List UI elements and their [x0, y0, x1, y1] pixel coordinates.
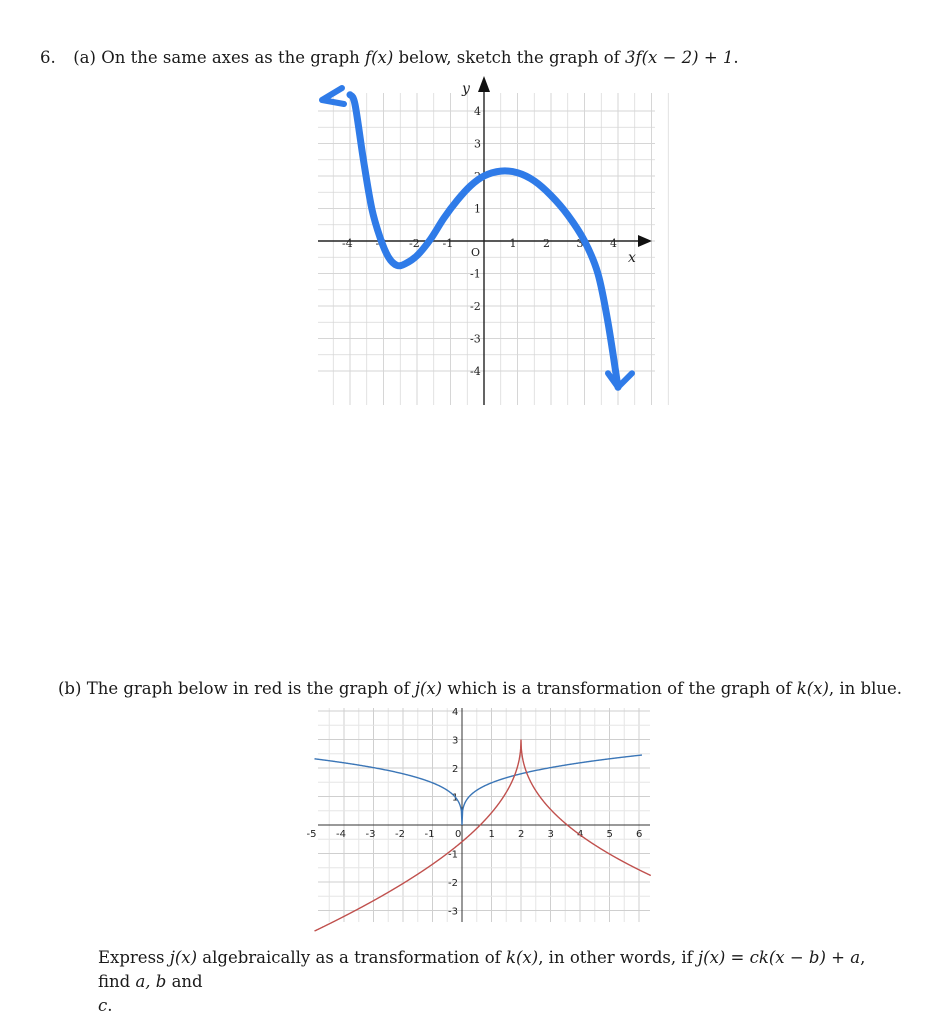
- express-text-6: .: [107, 996, 113, 1015]
- part-a-text-before: On the same axes as the graph: [101, 48, 366, 67]
- x-tick-label: -4: [336, 829, 346, 840]
- x-tick-label: 6: [636, 829, 643, 840]
- x-tick-label: -3: [375, 237, 387, 250]
- y-tick-label: -1: [470, 267, 481, 281]
- y-tick-label: 3: [452, 735, 459, 747]
- f-expression: f(x): [365, 48, 394, 67]
- x-tick-label: 2: [518, 829, 525, 840]
- y-tick-label: 3: [474, 137, 481, 151]
- part-b-label: (b): [58, 679, 82, 698]
- x-tick-label: -2: [409, 237, 420, 250]
- y-tick-label: -3: [470, 332, 481, 346]
- k-expression: k(x): [796, 679, 829, 698]
- express-instruction: [98, 946, 888, 1018]
- part-a-label: (a): [73, 48, 96, 67]
- graph-b-axes: [318, 708, 650, 922]
- y-tick-label: 1: [474, 202, 481, 216]
- x-tick-label: 3: [576, 237, 584, 250]
- x-tick-label: 4: [577, 829, 584, 840]
- question-number: 6.: [40, 48, 56, 67]
- express-text-3: , in other words, if: [538, 948, 699, 967]
- express-text-5: and: [166, 972, 203, 991]
- x-tick-label: 1: [509, 237, 517, 250]
- graph-a-axes: [318, 76, 652, 405]
- transform-expression: 3f(x − 2) + 1: [625, 48, 734, 67]
- y-tick-label: 4: [474, 105, 481, 118]
- x-tick-label: -3: [365, 829, 376, 840]
- graph-a-tick-labels: [342, 81, 636, 378]
- x-tick-label: 4: [610, 237, 617, 250]
- k-curve-blue: [315, 755, 642, 825]
- y-tick-label: 4: [452, 707, 459, 718]
- graph-b-grid: [318, 708, 650, 922]
- y-tick-label: 2: [452, 764, 459, 775]
- express-text-1: Express: [98, 948, 170, 967]
- part-b-text-1: The graph below in red is the graph of: [86, 679, 415, 698]
- x-tick-label: 5: [606, 829, 613, 840]
- question-6-part-b: [58, 679, 902, 698]
- y-tick-label: -4: [470, 365, 481, 378]
- x-tick-label: -4: [342, 237, 353, 250]
- y-tick-label: -2: [470, 300, 481, 313]
- y-tick-label: 1: [452, 792, 459, 804]
- part-b-text-2: which is a transformation of the graph of: [442, 679, 797, 698]
- y-tick-label: -3: [448, 906, 458, 918]
- x-axis-label: x: [628, 250, 636, 266]
- graph-b-tick-labels: [307, 707, 643, 918]
- graph-a: [0, 0, 927, 440]
- j-expression: j(x): [414, 679, 443, 698]
- x-tick-label: 3: [547, 829, 554, 840]
- y-tick-label: 2: [474, 170, 481, 183]
- y-tick-label: -1: [448, 849, 458, 861]
- part-b-text-3: , in blue.: [828, 679, 903, 698]
- x-tick-label: 1: [488, 829, 495, 840]
- x-tick-label: -1: [442, 237, 454, 250]
- part-a-text-middle: below, sketch the graph of: [393, 48, 625, 67]
- y-tick-label: -2: [448, 878, 458, 889]
- x-tick-label: 0: [455, 829, 462, 840]
- x-tick-label: 2: [543, 237, 550, 250]
- y-axis-label: y: [462, 81, 470, 97]
- x-tick-label: -2: [395, 829, 405, 840]
- transformation-equation: j(x) = ck(x − b) + a: [698, 948, 861, 967]
- express-var-c: c: [98, 996, 108, 1015]
- express-text-2: algebraically as a transformation of: [197, 948, 506, 967]
- x-tick-label: -1: [424, 829, 435, 840]
- x-axis-arrow: [638, 235, 652, 247]
- express-text-4: , find: [98, 948, 866, 991]
- graph-b: [0, 700, 927, 940]
- curve-start-arrow: [322, 88, 344, 104]
- x-tick-label: -5: [306, 829, 317, 840]
- express-j-expression: j(x): [169, 948, 198, 967]
- y-axis-arrow: [478, 76, 490, 92]
- part-a-text-after: .: [733, 48, 739, 67]
- express-vars-ab: a, b: [135, 972, 167, 991]
- express-k-expression: k(x): [506, 948, 539, 967]
- x-tick-label: O: [471, 246, 481, 259]
